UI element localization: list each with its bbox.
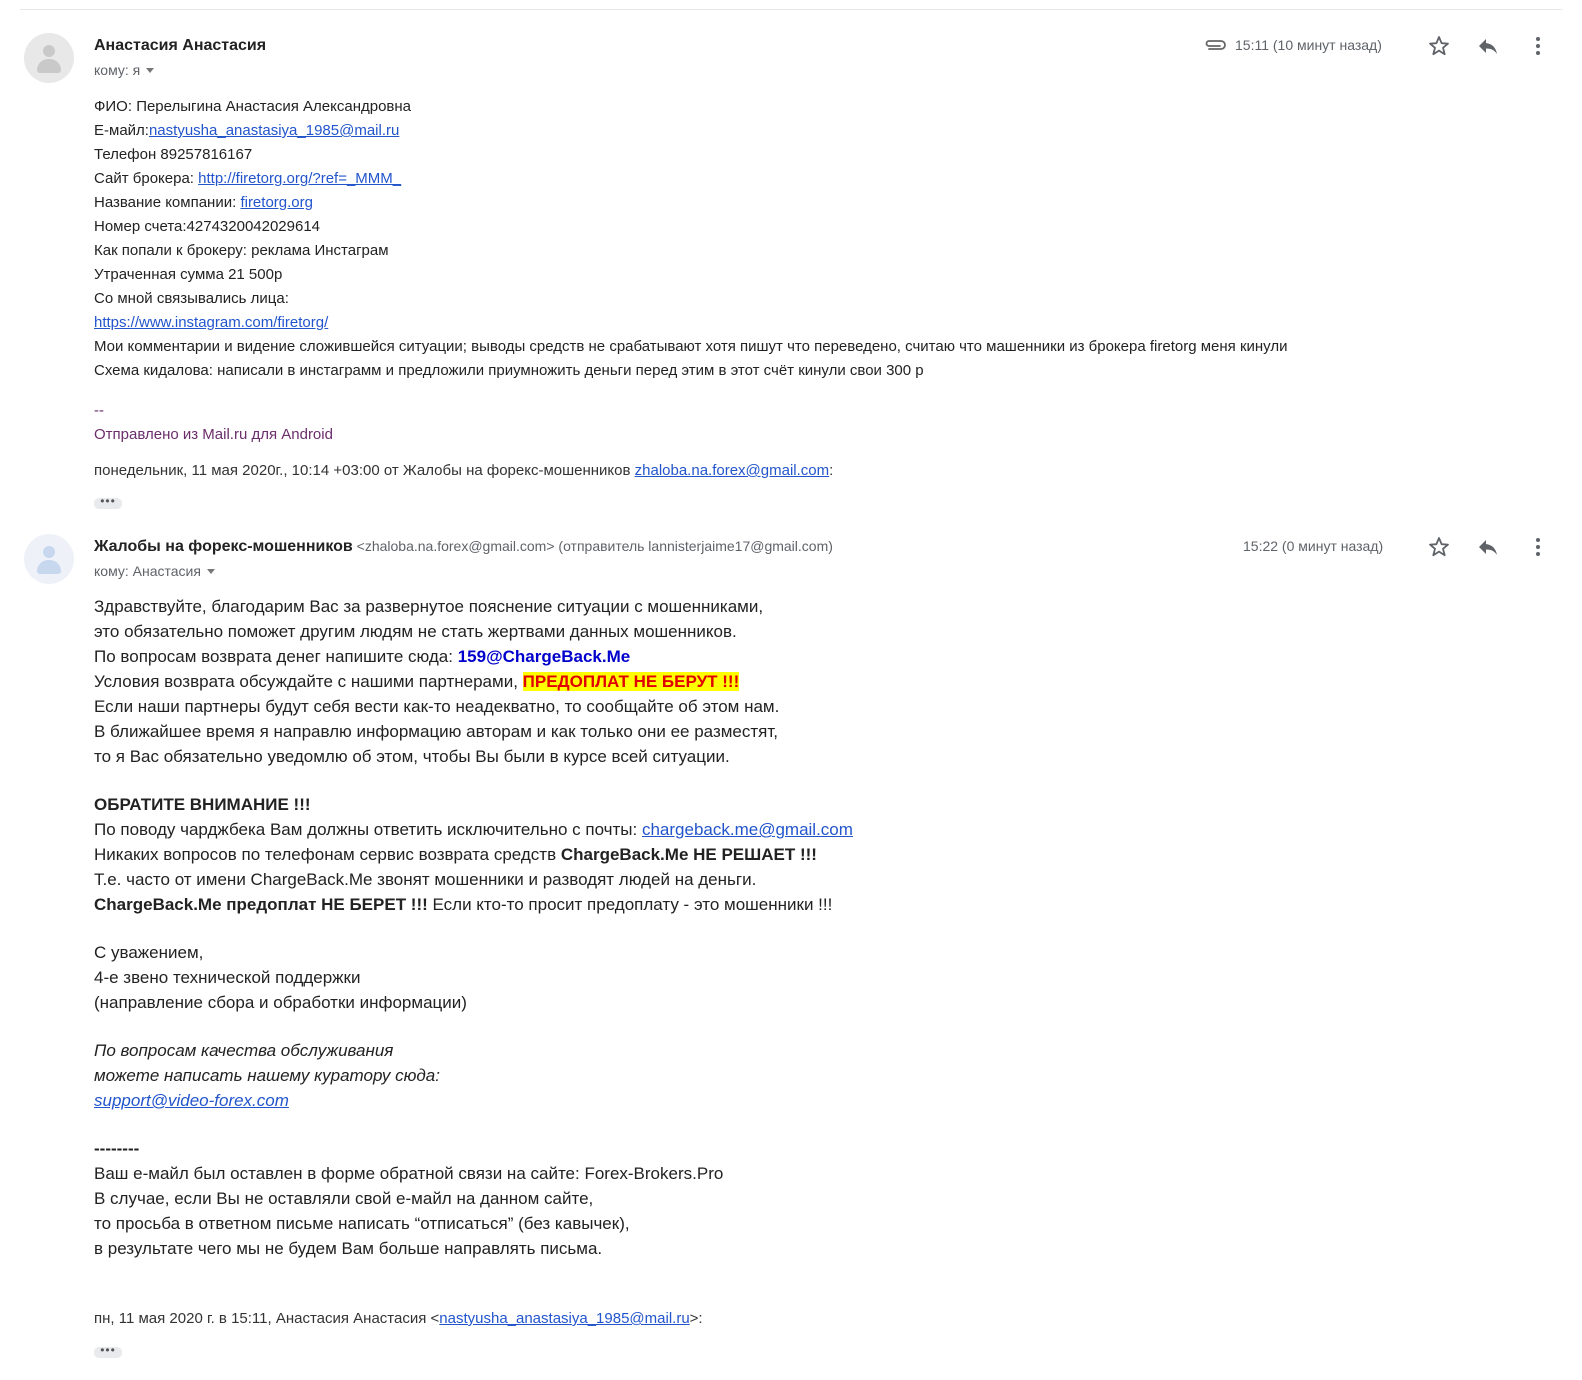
avatar-head	[43, 546, 55, 558]
sender-address: <zhaloba.na.forex@gmail.com> (отправитель lannisterjaime17@gmail.com)	[352, 538, 833, 554]
chargeback-email-link[interactable]: chargeback.me@gmail.com	[641, 820, 853, 839]
body-line: это обязательно поможет другим людям не стать жертвами данных мошенников.	[94, 622, 737, 641]
spacer	[94, 917, 853, 940]
body-line: По вопросам качества обслуживания	[94, 1041, 394, 1060]
lost-amount-line: Утраченная сумма 21 500р	[94, 266, 283, 283]
signature-dash: --	[94, 402, 104, 419]
spacer	[94, 383, 1287, 399]
conditions-text: Условия возврата обсуждайте с нашими партнерами,	[94, 672, 523, 691]
instagram-link[interactable]: https://www.instagram.com/firetorg/	[94, 314, 329, 331]
quote-header	[94, 462, 833, 479]
comments-line: Мои комментарии и видение сложившейся ситуации; выводы средств не срабатывают хотя пишут что переведено, считаю что машенники из брокера firetorg меня кинули	[94, 338, 1288, 355]
site-link[interactable]: http://firetorg.org/?ref=_MMM_	[198, 170, 402, 187]
body-line: С уважением,	[94, 943, 204, 962]
email-link[interactable]: nastyusha_anastasiya_1985@mail.ru	[148, 122, 400, 139]
reply-icon[interactable]	[1476, 535, 1500, 559]
sender-name: Жалобы на форекс-мошенников	[94, 538, 353, 555]
highlight-no-prepayment: ПРЕДОПЛАТ НЕ БЕРУТ !!!	[522, 672, 740, 691]
message-time: 15:22 (0 минут назад)	[1243, 538, 1384, 554]
body-line: то просьба в ответном письме написать “отписаться” (без кавычек),	[94, 1214, 630, 1233]
company-label: Название компании:	[94, 194, 241, 211]
how-line: Как попали к брокеру: реклама Инстаграм	[94, 242, 389, 259]
site-label: Сайт брокера:	[94, 170, 199, 187]
phone-line: Телефон 89257816167	[94, 146, 253, 163]
chargeback-text: По поводу чарджбека Вам должны ответить исключительно с почты:	[94, 820, 642, 839]
quote-header	[94, 1310, 703, 1327]
recipient-dropdown[interactable]	[94, 62, 154, 78]
recipient-label: кому: я	[94, 62, 141, 78]
body-line: Здравствуйте, благодарим Вас за развернутое пояснение ситуации с мошенниками,	[94, 597, 764, 616]
fio-line: ФИО: Перелыгина Анастасия Александровна	[94, 98, 412, 115]
instagram-line	[94, 311, 1287, 335]
body-line: Если наши партнеры будут себя вести как-то неадекватно, то сообщайте об этом нам.	[94, 697, 780, 716]
scheme-line: Схема кидалова: написали в инстаграмм и предложили приумножить деньги перед этим в этот счёт кинули свои 300 р	[94, 362, 924, 379]
body-line: Т.е. часто от имени ChargeBack.Me звонят мошенники и разводят людей на деньги.	[94, 870, 757, 889]
bold-no-prepayment: ChargeBack.Me предоплат НЕ БЕРЕТ !!!	[94, 895, 428, 914]
body-line	[94, 1088, 853, 1113]
quote-suffix: >:	[689, 1310, 703, 1327]
site-line	[94, 167, 1287, 191]
signature-text: Отправлено из Mail.ru для Android	[94, 426, 333, 443]
body-line: можете написать нашему куратору сюда:	[94, 1066, 440, 1085]
message-body	[94, 95, 1287, 447]
body-line	[94, 817, 853, 842]
company-line	[94, 191, 1287, 215]
body-line	[94, 669, 853, 694]
body-line	[94, 644, 853, 669]
sender-name[interactable]: Анастасия Анастасия	[94, 37, 267, 54]
quote-email-link[interactable]: nastyusha_anastasiya_1985@mail.ru	[439, 1310, 690, 1327]
reply-icon[interactable]	[1476, 34, 1500, 58]
spacer	[94, 769, 853, 792]
bold-not-decide: ChargeBack.Me НЕ РЕШАЕТ !!!	[560, 845, 817, 864]
more-vert-icon[interactable]	[1528, 34, 1548, 58]
message-time: 15:11 (10 минут назад)	[1235, 37, 1382, 53]
chevron-down-icon	[146, 68, 154, 73]
body-line: (направление сбора и обработки информации)	[94, 993, 467, 1012]
sender-line[interactable]	[94, 538, 833, 556]
support-email-link[interactable]: support@video-forex.com	[94, 1091, 289, 1110]
account-line: Номер счета:4274320042029614	[94, 218, 321, 235]
phone-text: Никаких вопросов по телефонам сервис возврата средств	[94, 845, 561, 864]
quote-prefix: пн, 11 мая 2020 г. в 15:11, Анастасия Анастасия <	[94, 1310, 440, 1327]
chevron-down-icon	[207, 569, 215, 574]
divider-dashes: --------	[94, 1139, 140, 1158]
more-vert-icon[interactable]	[1528, 535, 1548, 559]
sender-avatar[interactable]	[24, 33, 74, 83]
body-line: 4-е звено технической поддержки	[94, 968, 361, 987]
recipient-dropdown[interactable]	[94, 563, 215, 579]
company-link[interactable]: firetorg.org	[240, 194, 313, 211]
contacted-line: Со мной связывались лица:	[94, 290, 289, 307]
scammers-text: Если кто-то просит предоплату - это мошенники !!!	[427, 895, 833, 914]
avatar-body	[37, 59, 61, 73]
email-line	[94, 119, 1287, 143]
body-line: В ближайшее время я направлю информацию авторам и как только они ее разместят,	[94, 722, 779, 741]
body-line: в результате чего мы не будем Вам больше направлять письма.	[94, 1239, 603, 1258]
attention-heading: ОБРАТИТЕ ВНИМАНИЕ !!!	[94, 795, 311, 814]
avatar-body	[37, 560, 61, 574]
message-body	[94, 594, 853, 1261]
quote-suffix: :	[829, 462, 834, 479]
quote-prefix: понедельник, 11 мая 2020г., 10:14 +03:00 от Жалобы на форекс-мошенников	[94, 462, 635, 479]
star-icon[interactable]	[1427, 535, 1451, 559]
show-trimmed-button[interactable]: •••	[94, 498, 122, 509]
spacer	[94, 1113, 853, 1136]
recipient-label: кому: Анастасия	[94, 563, 201, 579]
spacer	[94, 1015, 853, 1038]
star-icon[interactable]	[1427, 34, 1451, 58]
body-line: Ваш е-майл был оставлен в форме обратной связи на сайте: Forex-Brokers.Pro	[94, 1164, 724, 1183]
quote-email-link[interactable]: zhaloba.na.forex@gmail.com	[634, 462, 830, 479]
body-line: то я Вас обязательно уведомлю об этом, чтобы Вы были в курсе всей ситуации.	[94, 747, 730, 766]
email-label: Е-майл:	[94, 122, 149, 139]
refund-email: 159@ChargeBack.Me	[457, 647, 631, 666]
body-line: В случае, если Вы не оставляли свой е-майл на данном сайте,	[94, 1189, 594, 1208]
refund-text: По вопросам возврата денег напишите сюда:	[94, 647, 458, 666]
body-line	[94, 892, 853, 917]
avatar-head	[43, 45, 55, 57]
paperclip-icon	[1203, 37, 1227, 53]
sender-avatar[interactable]	[24, 534, 74, 584]
show-trimmed-button[interactable]: •••	[94, 1347, 122, 1358]
top-divider	[20, 9, 1562, 10]
body-line	[94, 842, 853, 867]
